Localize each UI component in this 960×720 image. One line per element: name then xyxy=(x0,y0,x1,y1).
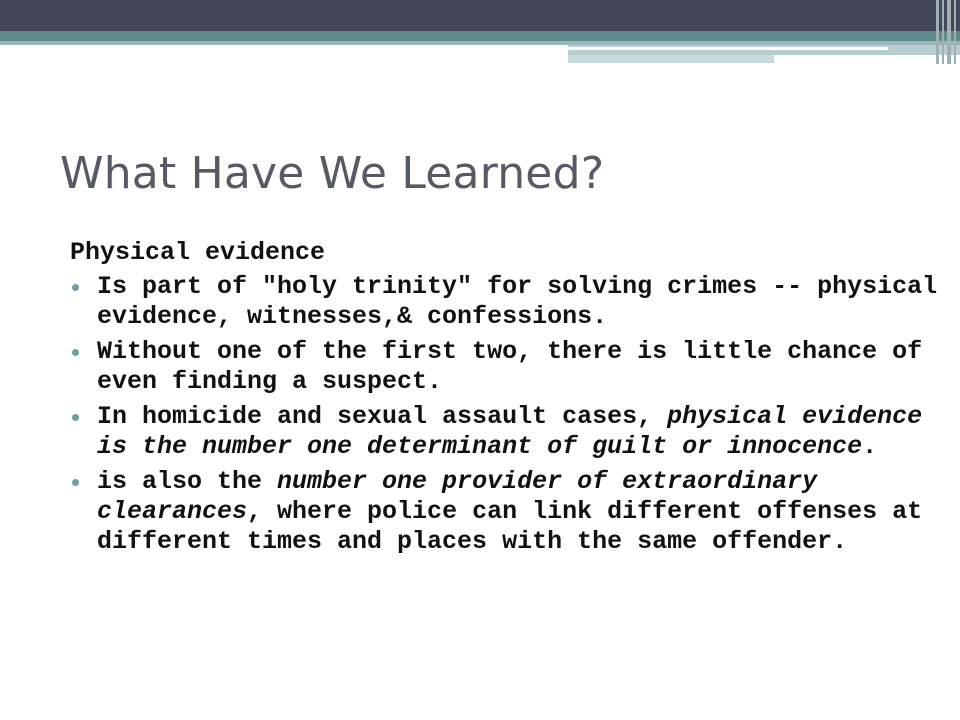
bullet-dot-icon xyxy=(72,284,79,291)
bullet-item xyxy=(70,467,950,557)
bullet-text: . xyxy=(862,432,878,461)
bullet-item xyxy=(70,337,950,397)
header-strip-lower xyxy=(568,55,774,63)
slide-title: What Have We Learned? xyxy=(60,148,605,199)
bullet-dot-icon xyxy=(72,479,79,486)
bullet-text: Without one of the first two, there is little chance of even finding a suspect. xyxy=(97,337,923,396)
bullet-text: , where police can link different offenses at different times and places with the same offender. xyxy=(97,497,923,556)
bullet-dot-icon xyxy=(72,414,79,421)
lead-heading: Physical evidence xyxy=(70,238,326,267)
header-bar-teal xyxy=(0,31,960,41)
bullet-text: Is part of "holy trinity" for solving crimes -- physical evidence, witnesses,& confessions. xyxy=(97,272,938,331)
bullet-text-emphasis: physical evidence is the number one determinant of guilt or innocence xyxy=(97,402,923,461)
header-bar-dark xyxy=(0,0,960,31)
bullet-text-emphasis: number one provider of extraordinary clearances xyxy=(97,467,818,526)
bullet-list xyxy=(70,272,950,557)
slide-body xyxy=(70,238,950,562)
bullet-item xyxy=(70,272,950,332)
bullet-dot-icon xyxy=(72,349,79,356)
corner-lines-decoration xyxy=(934,0,960,64)
header-strip-highlight xyxy=(568,47,888,50)
bullet-text: is also the xyxy=(97,467,278,496)
bullet-text: In homicide and sexual assault cases, xyxy=(97,402,668,431)
bullet-item xyxy=(70,402,950,462)
